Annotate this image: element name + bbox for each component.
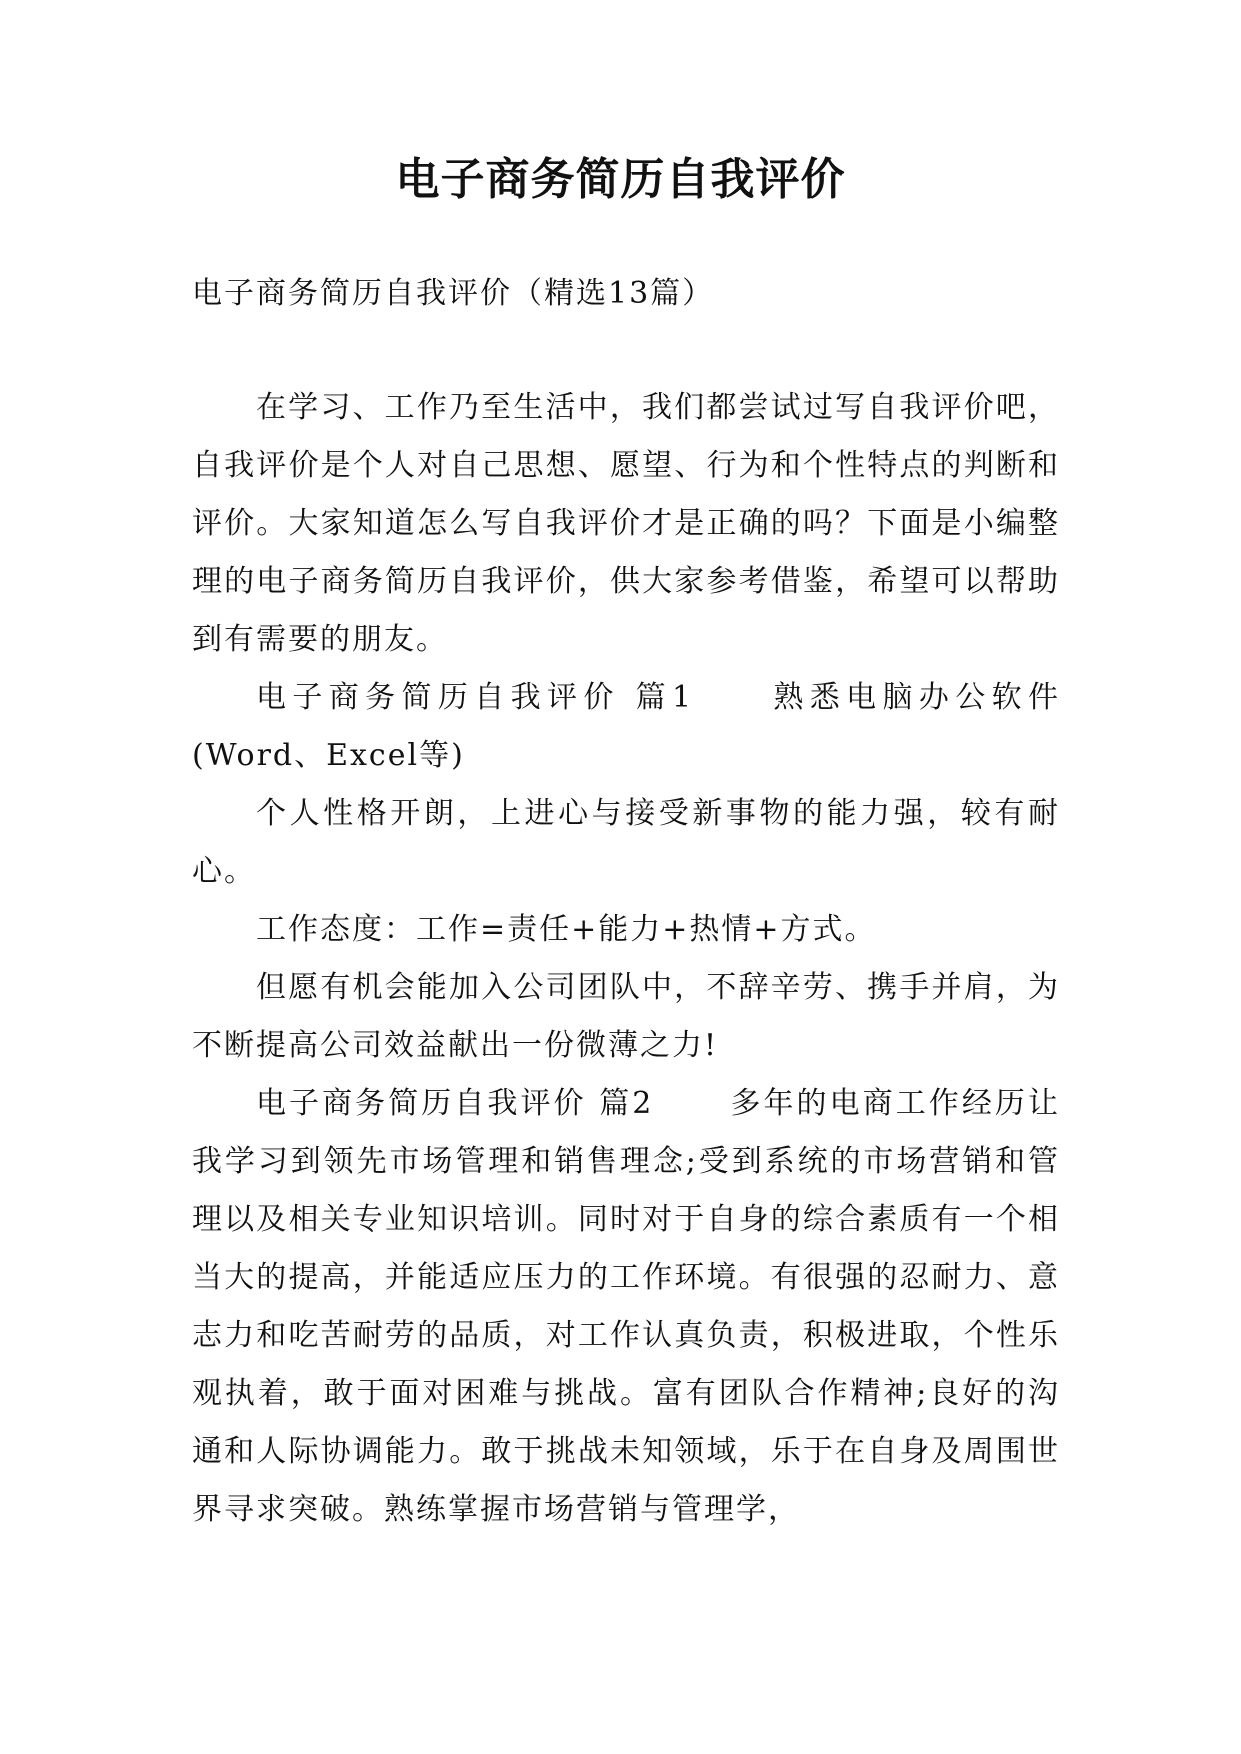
section1-first-line: 熟悉电脑办公软件(Word、Excel等) <box>192 680 1061 773</box>
section2-text: 多年的电商工作经历让我学习到领先市场管理和销售理念;受到系统的市场营销和管理以及相关专业知识培训。同时对于自身的综合素质有一个相当大的提高，并能适应压力的工作环境。有很强的忍耐力、意志力和吃苦耐劳的品质，对工作认真负责，积极进取，个性乐观执着，敢于面对困难与挑战。富有团队合作精神;良好的沟通和人际协调能力。敢于挑战未知领域，乐于在自身及周围世界寻求突破。熟练掌握市场营销与管理学， <box>192 1086 1060 1527</box>
section1-paragraph-4: 但愿有机会能加入公司团队中，不辞辛劳、携手并肩，为不断提高公司效益献出一份微薄之力! <box>192 970 1060 1063</box>
document-subtitle: 电子商务简历自我评价（精选13篇） <box>192 276 715 311</box>
section2-paragraph <box>192 1075 1060 1539</box>
document-body <box>192 265 1060 1539</box>
section1-heading: 电子商务简历自我评价 篇1 <box>256 680 694 715</box>
document-title: 电子商务简历自我评价 <box>395 154 846 205</box>
section1-first-paragraph <box>192 669 1060 785</box>
intro-paragraph: 在学习、工作乃至生活中，我们都尝试过写自我评价吧，自我评价是个人对自己思想、愿望、行为和个性特点的判断和评价。大家知道怎么写自我评价才是正确的吗？下面是小编整理的电子商务简历自我评价，供大家参考借鉴，希望可以帮助到有需要的朋友。 <box>192 390 1060 657</box>
section1-paragraph-3: 工作态度：工作=责任+能力+热情+方式。 <box>256 912 877 947</box>
section1-paragraph-2: 个人性格开朗，上进心与接受新事物的能力强，较有耐心。 <box>192 796 1060 889</box>
section2-heading: 电子商务简历自我评价 篇2 <box>256 1086 654 1121</box>
